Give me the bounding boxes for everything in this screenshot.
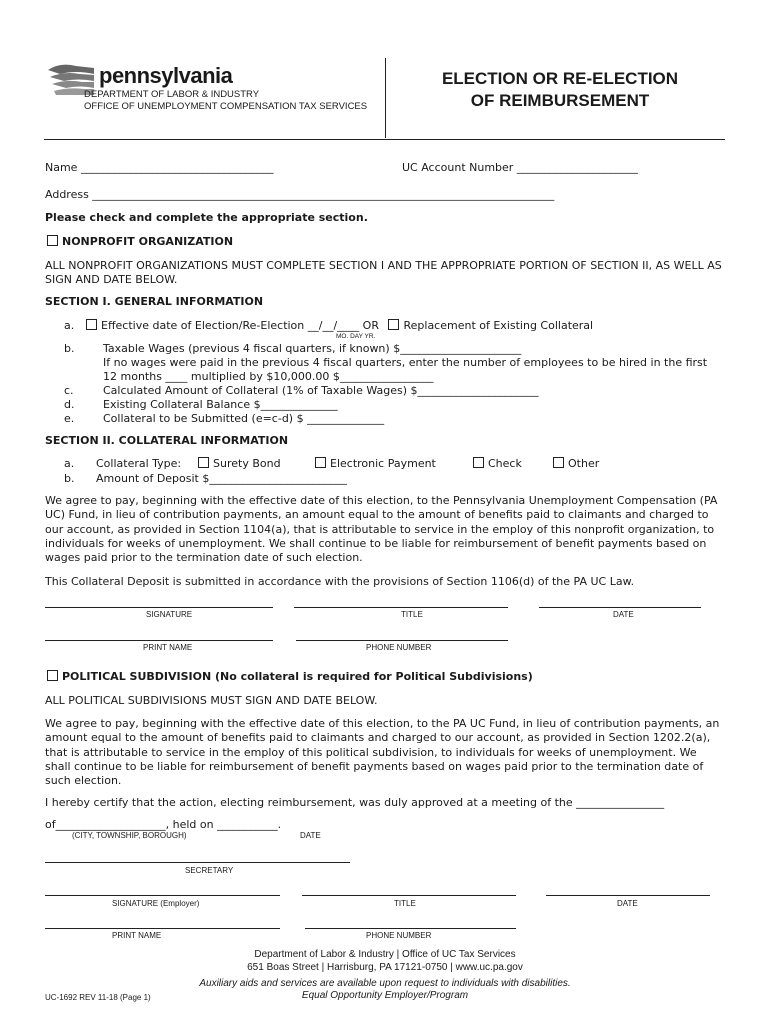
nonprofit-checkbox[interactable]: [47, 235, 58, 246]
footer-aux: Auxiliary aids and services are available upon request to individuals with disabilities.: [199, 978, 571, 989]
form-title-line-1: ELECTION OR RE-ELECTION: [441, 69, 679, 88]
employees-field[interactable]: 12 months ____ multiplied by $10,000.00 $_________________: [103, 370, 434, 383]
item-e-label: e.: [64, 412, 75, 425]
surety-bond-label: Surety Bond: [213, 457, 281, 470]
pol-phone-label: PHONE NUMBER: [366, 931, 432, 940]
opt-electronic: [315, 457, 436, 470]
dept-line-1: DEPARTMENT OF LABOR & INDUSTRY: [84, 89, 260, 100]
political-intro: ALL POLITICAL SUBDIVISIONS MUST SIGN AND DATE BELOW.: [45, 694, 378, 707]
item-a: [86, 319, 593, 332]
pol-title-label: TITLE: [394, 899, 416, 908]
existing-collateral-field[interactable]: Existing Collateral Balance $______________: [103, 398, 338, 411]
political-heading: [47, 670, 533, 683]
pol-title-line[interactable]: [302, 895, 516, 896]
np-phone-line[interactable]: [296, 640, 508, 641]
header-divider: [385, 58, 386, 138]
city-label: (CITY, TOWNSHIP, BOROUGH): [72, 831, 187, 840]
header-rule: [44, 139, 725, 140]
deposit-amount-field[interactable]: Amount of Deposit $_________________________: [96, 472, 347, 485]
np-title-line[interactable]: [294, 607, 508, 608]
pol-print-name-label: PRINT NAME: [112, 931, 162, 940]
date-hint: MO. DAY YR.: [336, 333, 376, 340]
pol-date-line[interactable]: [546, 895, 710, 896]
item-b-label: b.: [64, 342, 75, 355]
instructions: Please check and complete the appropriate section.: [45, 211, 368, 224]
check-label: Check: [488, 457, 522, 470]
check-checkbox[interactable]: [473, 457, 484, 468]
effective-date-checkbox[interactable]: [86, 319, 97, 330]
np-signature-label: SIGNATURE: [146, 610, 193, 619]
np-title-label: TITLE: [401, 610, 423, 619]
meeting-field[interactable]: of____________________, held on ___________.: [45, 818, 282, 831]
pol-signature-label: SIGNATURE (Employer): [112, 899, 200, 908]
calculated-collateral-field[interactable]: Calculated Amount of Collateral (1% of Taxable Wages) $______________________: [103, 384, 539, 397]
political-agreement: We agree to pay, beginning with the effective date of this election, to the PA UC Fund, in lieu of contribution payments, an amount equal to the amount of benefits paid to claimants and charged to our account, as provided in Section 1202.2(a), that is attributable to service in the employ of this political subdivision, to individuals for weeks of unemployment. We shall continue to be liable for reimbursement of benefit payments based on wages paid prior to the termination date of such election.: [45, 717, 720, 788]
opt-other: [553, 457, 599, 470]
collateral-note: This Collateral Deposit is submitted in accordance with the provisions of Section 1106(d) of the PA UC Law.: [45, 575, 635, 588]
pol-signature-line[interactable]: [45, 895, 280, 896]
uc-account-field[interactable]: UC Account Number ______________________: [402, 161, 638, 174]
np-signature-line[interactable]: [45, 607, 273, 608]
np-print-name-label: PRINT NAME: [143, 643, 193, 652]
no-wages-text: If no wages were paid in the previous 4 fiscal quarters, enter the number of employees to be hired in the first: [103, 356, 708, 369]
np-print-name-line[interactable]: [45, 640, 273, 641]
s2-item-a-label: a.: [64, 457, 75, 470]
np-date-line[interactable]: [539, 607, 701, 608]
secretary-line[interactable]: [45, 862, 350, 863]
pol-date-label: DATE: [617, 899, 638, 908]
dept-line-2: OFFICE OF UNEMPLOYMENT COMPENSATION TAX SERVICES: [84, 101, 368, 112]
s2-item-b-label: b.: [64, 472, 75, 485]
replacement-checkbox[interactable]: [388, 319, 399, 330]
item-a-label: a.: [64, 319, 75, 332]
pol-phone-line[interactable]: [305, 928, 516, 929]
opt-surety: [198, 457, 281, 470]
name-field[interactable]: Name ___________________________________: [45, 161, 274, 174]
form-id: UC-1692 REV 11-18 (Page 1): [45, 993, 151, 1002]
footer-address: 651 Boas Street | Harrisburg, PA 17121-0750 | www.uc.pa.gov: [247, 962, 523, 973]
political-heading-label: POLITICAL SUBDIVISION (No collateral is required for Political Subdivisions): [62, 670, 533, 683]
np-phone-label: PHONE NUMBER: [366, 643, 432, 652]
taxable-wages-field[interactable]: Taxable Wages (previous 4 fiscal quarters, if known) $______________________: [103, 342, 522, 355]
other-checkbox[interactable]: [553, 457, 564, 468]
section1-heading: SECTION I. GENERAL INFORMATION: [45, 295, 264, 308]
electronic-payment-label: Electronic Payment: [330, 457, 436, 470]
other-label: Other: [568, 457, 600, 470]
meeting-date-label: DATE: [300, 831, 321, 840]
opt-check: [473, 457, 522, 470]
nonprofit-heading-label: NONPROFIT ORGANIZATION: [62, 235, 234, 248]
np-date-label: DATE: [613, 610, 634, 619]
collateral-type-label: Collateral Type:: [96, 457, 182, 470]
footer-dept: Department of Labor & Industry | Office of UC Tax Services: [254, 949, 516, 960]
form-title-line-2: OF REIMBURSEMENT: [470, 91, 650, 110]
item-c-label: c.: [64, 384, 74, 397]
electronic-payment-checkbox[interactable]: [315, 457, 326, 468]
nonprofit-intro: ALL NONPROFIT ORGANIZATIONS MUST COMPLETE SECTION I AND THE APPROPRIATE PORTION OF SECTION II, AS WELL AS SIGN AND DATE BELOW.: [45, 259, 722, 287]
item-d-label: d.: [64, 398, 75, 411]
replacement-label: Replacement of Existing Collateral: [403, 319, 594, 332]
nonprofit-heading: [47, 235, 233, 248]
pol-print-name-line[interactable]: [45, 928, 280, 929]
form-title: [395, 68, 725, 112]
address-field[interactable]: Address ____________________________________________________________________________________: [45, 188, 555, 201]
certify-field[interactable]: I hereby certify that the action, electing reimbursement, was duly approved at a meeting of the ________________: [45, 796, 665, 809]
nonprofit-agreement: We agree to pay, beginning with the effective date of this election, to the Pennsylvania Unemployment Compensation (PA UC) Fund, in lieu of contribution payments, an amount equal to the amount of benefits paid to claimants and charged to our account, as provided in Section 1104(a), that is attributable to service in the employ of this nonprofit organization, to individuals for weeks of unemployment. We shall continue to be liable for reimbursement of benefit payments based on wages paid prior to the termination date of such election.: [45, 494, 718, 565]
political-checkbox[interactable]: [47, 670, 58, 681]
secretary-label: SECRETARY: [185, 866, 234, 875]
footer-eeo: Equal Opportunity Employer/Program: [301, 990, 469, 1001]
logo-wordmark: pennsylvania: [99, 63, 233, 88]
section2-heading: SECTION II. COLLATERAL INFORMATION: [45, 434, 289, 447]
surety-bond-checkbox[interactable]: [198, 457, 209, 468]
effective-date-text[interactable]: Effective date of Election/Re-Election __/__/____ OR: [101, 319, 379, 332]
collateral-submitted-field[interactable]: Collateral to be Submitted (e=c-d) $ ______________: [103, 412, 385, 425]
